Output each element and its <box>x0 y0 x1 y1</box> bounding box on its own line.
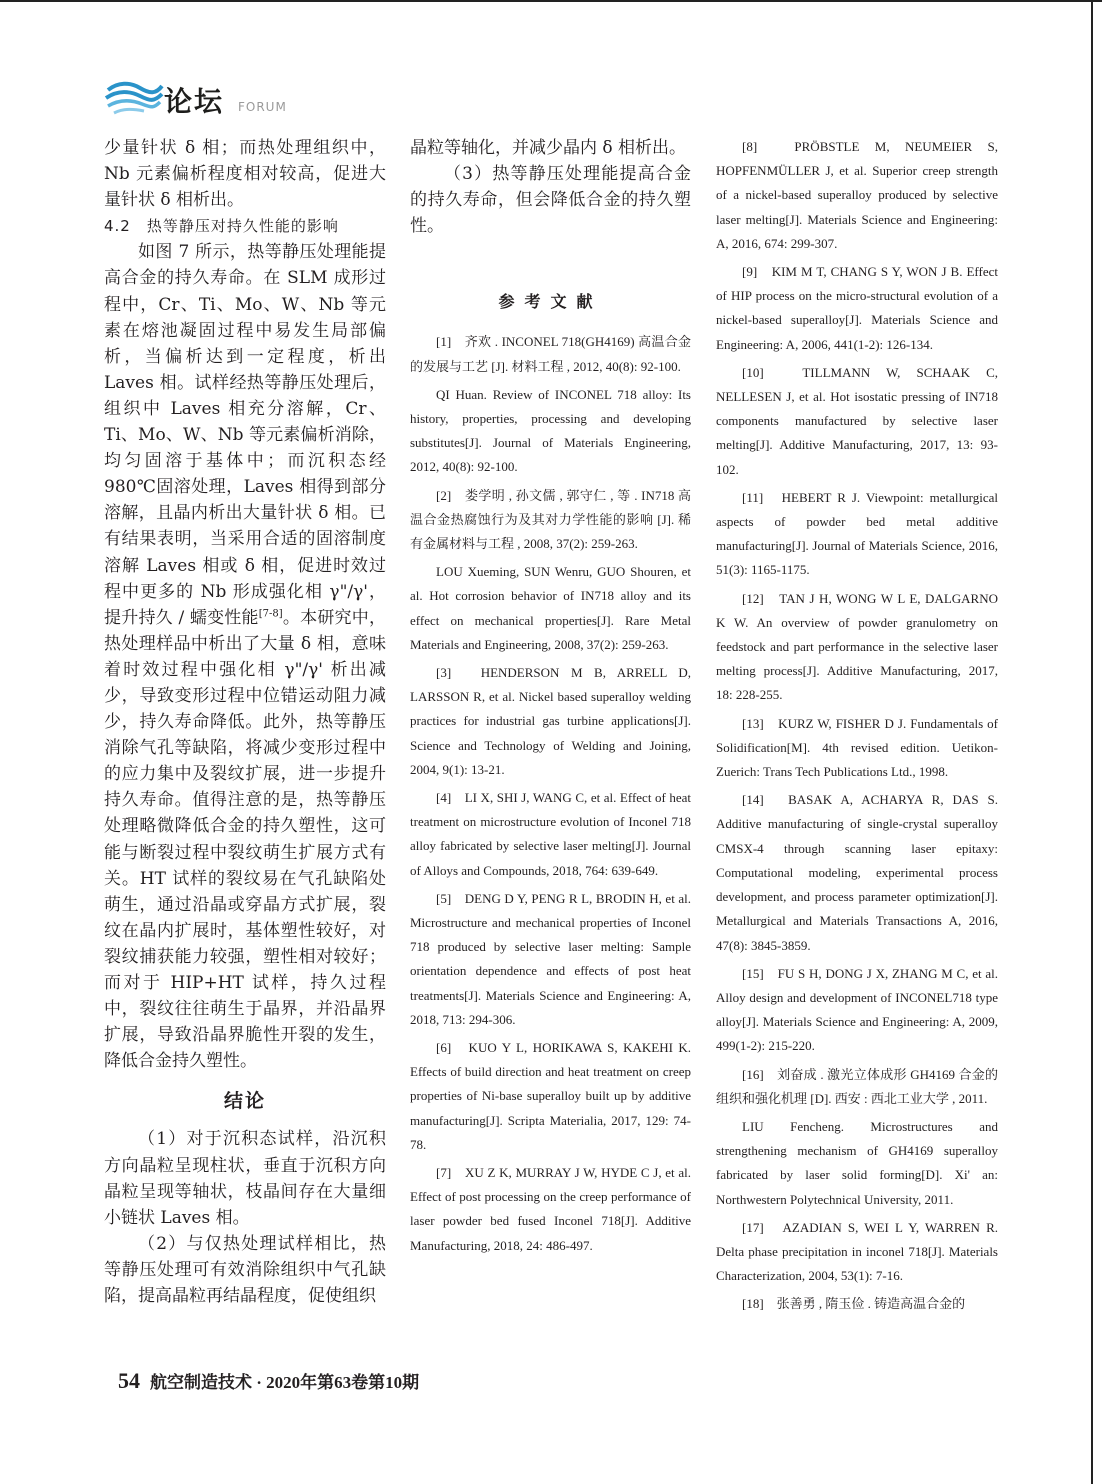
reference-16: [16] 刘奋成 . 激光立体成形 GH4169 合金的组织和强化机理 [D]. 西安 : 西北工业大学 , 2011. <box>716 1066 998 1106</box>
section-brand: 论坛 <box>164 85 225 118</box>
right-rule <box>1091 0 1093 1484</box>
reference-10: [10] TILLMANN W, SCHAAK C, NELLESEN J, et al. Hot isostatic pressing of IN718 components manufactured by selective laser melting[J]. Additive Manufacturing, 2017, 13: 93-102. <box>716 364 998 477</box>
reference-1-en: QI Huan. Review of INCONEL 718 alloy: Its history, properties, processing and developing substitutes[J]. Journal of Materials Engineering, 2012, 40(8): 92-100. <box>410 386 691 475</box>
section-brand-en: FORUM <box>238 100 287 114</box>
paragraph-main-b: 。本研究中，热处理样品中析出了大量 δ 相，意味着时效过程中强化相 γ"/γ' 析出减少，导致变形过程中位错运动阻力减少，持久寿命降低。此外，热等静压消除气孔等缺陷，将减少变形过程中的应力集中及裂纹扩展，进一步提升持久寿命。值得注意的是，热等静压处理略微降低合金的持久塑性，这可能与断裂过程中裂纹萌生扩展方式有关。HT 试样的裂纹易在气孔缺陷处萌生，通过沿晶或穿晶方式扩展，裂纹在晶内扩展时，基体塑性较好，对裂纹捕获能力较强，塑性相对较好；而对于 HIP+HT 试样，持久过程中，裂纹往往萌生于晶界，并沿晶界扩展，导致沿晶界脆性开裂的发生，降低合金持久塑性。 <box>104 607 387 1072</box>
reference-18: [18] 张善勇 , 隋玉俭 . 铸造高温合金的 <box>742 1296 966 1312</box>
reference-12: [12] TAN J H, WONG W L E, DALGARNO K W. An overview of powder granulometry on feedstock and part performance in the selective laser melting process[J]. Additive Manufacturing, 2017, 18: 228-255. <box>716 590 998 703</box>
reference-17: [17] AZADIAN S, WEI L Y, WARREN R. Delta phase precipitation in inconel 718[J]. Materials Characterization, 2004, 53(1): 7-16. <box>716 1219 998 1284</box>
reference-8: [8] PRÖBSTLE M, NEUMEIER S, HOPFENMÜLLER J, et al. Superior creep strength of a nickel-based superalloy produced by selective laser melting[J]. Materials Science and Engineering: A, 2016, 674: 299-307. <box>716 139 998 251</box>
reference-15: [15] FU S H, DONG J X, ZHANG M C, et al. Alloy design and development of INCONEL718 type alloy[J]. Materials Science and Engineering: A, 2009, 499(1-2): 215-220. <box>716 965 998 1054</box>
column-3 <box>716 135 998 1321</box>
reference-13: [13] KURZ W, FISHER D J. Fundamentals of Solidification[M]. 4th revised edition. Uetikon-Zuerich: Trans Tech Publications Ltd., 1998. <box>716 715 998 780</box>
conclusion-3: （3）热等静压处理能提高合金的持久寿命，但会降低合金的持久塑性。 <box>410 164 691 237</box>
paragraph-main-a: 如图 7 所示，热等静压处理能提高合金的持久寿命。在 SLM 成形过程中，Cr、Ti、Mo、W、Nb 等元素在熔池凝固过程中易发生局部偏析，当偏析达到一定程度，析出 Laves 相。试样经热等静压处理后，组织中 Laves 相充分溶解，Cr、Ti、Mo、W、Nb 等元素偏析消除，均匀固溶于基体中；而沉积态经 980℃固溶处理，Laves 相得到部分溶解，且晶内析出大量针状 δ 相。已有结果表明，当采用合适的固溶制度溶解 Laves 相或 δ 相，促进时效过程中更多的 Nb 形成强化相 γ"/γ'，提升持久 / 蠕变性能 <box>104 242 386 628</box>
reference-7: [7] XU Z K, MURRAY J W, HYDE C J, et al. Effect of post processing on the creep performance of laser powder bed fused Inconel 718[J]. Additive Manufacturing, 2018, 24: 486-497. <box>410 1165 691 1253</box>
reference-16-en: LIU Fencheng. Microstructures and strengthening mechanism of GH4169 superalloy fabricated by laser solid forming[D]. Xi' an: Northwestern Polytechnical University, 2011. <box>716 1118 998 1207</box>
citation: [7-8] <box>258 608 283 620</box>
reference-3: [3] HENDERSON M B, ARRELL D, LARSSON R, et al. Nickel based superalloy welding practices for industrial gas turbine applications[J]. Science and Technology of Welding and Joining, 2004, 9(1): 13-21. <box>410 665 691 777</box>
journal-info: 航空制造技术 · 2020年第63卷第10期 <box>150 1373 420 1392</box>
top-rule <box>0 0 1102 2</box>
conclusion-2: （2）与仅热处理试样相比，热等静压处理可有效消除组织中气孔缺陷，提高晶粒再结晶程度，促使组织 <box>104 1233 386 1307</box>
page-number: 54 <box>118 1368 140 1393</box>
conclusion-1: （1）对于沉积态试样，沿沉积方向晶粒呈现柱状，垂直于沉积方向晶粒呈现等轴状，枝晶间存在大量细小链状 Laves 相。 <box>104 1129 386 1228</box>
column-2 <box>410 135 691 1262</box>
reference-1: [1] 齐欢 . INCONEL 718(GH4169) 高温合金的发展与工艺 [J]. 材料工程 , 2012, 40(8): 92-100. <box>410 334 691 374</box>
reference-14: [14] BASAK A, ACHARYA R, DAS S. Additive manufacturing of single-crystal superalloy CMSX-4 through scanning laser epitaxy: Computational modeling, experimental process development, and process parameter optimization[J]. Metallurgical and Materials Transactions A, 2016, 47(8): 3845-3859. <box>716 792 998 953</box>
reference-2: [2] 娄学明 , 孙文儒 , 郭守仁 , 等 . IN718 高温合金热腐蚀行为及其对力学性能的影响 [J]. 稀有金属材料与工程 , 2008, 37(2): 259-263. <box>410 487 691 551</box>
section-header <box>104 72 404 122</box>
conclusion-2-continued: 晶粒等轴化，并减少晶内 δ 相析出。 <box>410 138 687 158</box>
reference-6: [6] KUO Y L, HORIKAWA S, KAKEHI K. Effects of build direction and heat treatment on creep properties of Ni-base superalloy built up by additive manufacturing[J]. Scripta Materialia, 2017, 129: 74-78. <box>410 1040 691 1152</box>
paragraph-continuation: 少量针状 δ 相；而热处理组织中，Nb 元素偏析程度相对较高，促进大量针状 δ 相析出。 <box>104 138 386 211</box>
reference-9: [9] KIM M T, CHANG S Y, WON J B. Effect of HIP process on the micro-structural evolution of a nickel-based superalloy[J]. Materials Science and Engineering: A, 2006, 441(1-2): 126-134. <box>716 264 998 352</box>
column-1 <box>104 135 386 1309</box>
reference-11: [11] HEBERT R J. Viewpoint: metallurgical aspects of powder bed metal additive manufacturing[J]. Journal of Materials Science, 2016, 51(3): 1165-1175. <box>716 489 998 578</box>
references-title: 参考文献 <box>498 292 603 312</box>
wave-logo-icon <box>104 74 164 118</box>
conclusion-title: 结论 <box>223 1090 266 1113</box>
reference-2-en: LOU Xueming, SUN Wenru, GUO Shouren, et al. Hot corrosion behavior of IN718 alloy and its effect on mechanical properties[J]. Rare Metal Materials and Engineering, 2008, 37(2): 259-263. <box>410 564 691 652</box>
subsection-heading: 4.2 热等静压对持久性能的影响 <box>104 217 339 236</box>
page-footer <box>118 1368 419 1394</box>
reference-4: [4] LI X, SHI J, WANG C, et al. Effect of heat treatment on microstructure evolution of Inconel 718 alloy fabricated by selective laser melting[J]. Journal of Alloys and Compounds, 2018, 764: 639-649. <box>410 790 691 878</box>
reference-5: [5] DENG D Y, PENG R L, BRODIN H, et al. Microstructure and mechanical properties of Inconel 718 produced by selective laser melting: Sample orientation dependence and effects of post heat treatments[J]. Materials Science and Engineering: A, 2018, 713: 294-306. <box>410 890 691 1027</box>
paragraph-main <box>104 239 386 1074</box>
